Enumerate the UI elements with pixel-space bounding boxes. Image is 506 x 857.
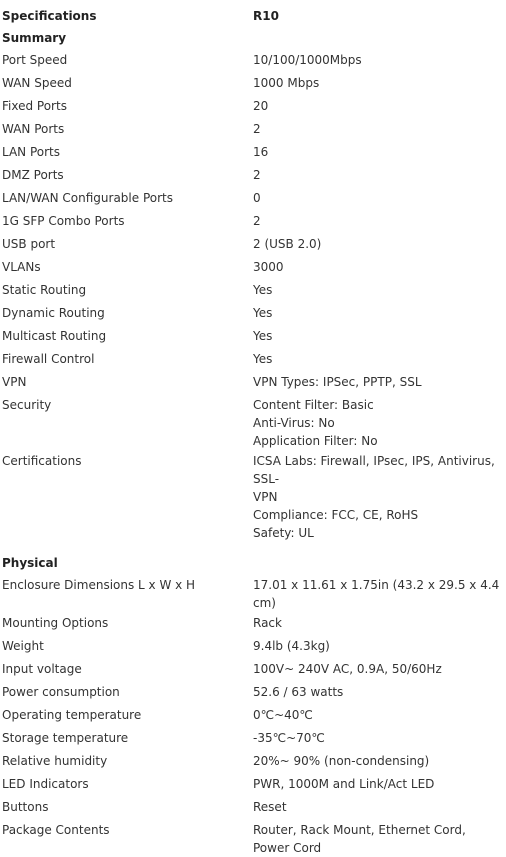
spec-value-line: Yes: [253, 283, 273, 297]
spec-label: Power consumption: [2, 685, 120, 699]
spec-label: DMZ Ports: [2, 168, 64, 182]
spec-value: [253, 325, 506, 345]
spec-label: Relative humidity: [2, 754, 108, 768]
spec-value-line: 20: [253, 99, 269, 113]
summary-rows: [0, 49, 506, 542]
table-row: [0, 394, 506, 450]
spec-label: Fixed Ports: [2, 99, 67, 113]
table-row: [0, 348, 506, 371]
spec-value: [253, 302, 506, 322]
spec-value-line: Safety: UL: [253, 526, 314, 540]
spec-value-line: 20%~ 90% (non-condensing): [253, 754, 430, 768]
spec-value-line: 0: [253, 191, 261, 205]
spec-value: [253, 796, 506, 816]
spec-value-line: VPN: [253, 490, 278, 504]
spec-value: [253, 450, 506, 542]
table-row: [0, 118, 506, 141]
spec-label: LAN Ports: [2, 145, 61, 159]
spec-value-line: 17.01 x 11.61 x 1.75in (43.2 x 29.5 x 4.4 cm): [253, 578, 500, 610]
spec-value-line: 3000: [253, 260, 284, 274]
table-row: [0, 49, 506, 72]
spec-value: [253, 72, 506, 92]
spec-value-line: 1000 Mbps: [253, 76, 320, 90]
table-row: [0, 95, 506, 118]
spec-value: [253, 348, 506, 368]
spec-value-line: 2 (USB 2.0): [253, 237, 322, 251]
table-row: [0, 681, 506, 704]
spec-label: VLANs: [2, 260, 41, 274]
spec-label: Mounting Options: [2, 616, 109, 630]
spec-value-line: Reset: [253, 800, 287, 814]
spec-label: Dynamic Routing: [2, 306, 105, 320]
spec-value: [253, 727, 506, 747]
spec-label: WAN Ports: [2, 122, 65, 136]
table-row: [0, 164, 506, 187]
table-row: [0, 72, 506, 95]
section-title-summary: Summary: [2, 31, 67, 45]
table-row: [0, 635, 506, 658]
spec-value: [253, 256, 506, 276]
specifications-table: [0, 5, 506, 857]
spec-value-line: Yes: [253, 306, 273, 320]
spec-value-line: Application Filter: No: [253, 434, 378, 448]
spec-label: Weight: [2, 639, 44, 653]
spec-value: [253, 164, 506, 184]
spec-value-line: VPN Types: IPSec, PPTP, SSL: [253, 375, 422, 389]
spec-value: [253, 704, 506, 724]
spec-label: Static Routing: [2, 283, 87, 297]
spec-value: [253, 95, 506, 115]
spec-label: WAN Speed: [2, 76, 72, 90]
spec-value: [253, 658, 506, 678]
table-row: [0, 141, 506, 164]
spec-value-line: 2: [253, 168, 261, 182]
spec-value-line: 2: [253, 122, 261, 136]
spec-label: Operating temperature: [2, 708, 142, 722]
table-row: [0, 612, 506, 635]
header-specifications: Specifications: [2, 9, 97, 23]
spec-value-line: 100V~ 240V AC, 0.9A, 50/60Hz: [253, 662, 442, 676]
spec-value-line: 16: [253, 145, 269, 159]
spec-value-line: Content Filter: Basic: [253, 398, 374, 412]
table-row: [0, 302, 506, 325]
spec-label: USB port: [2, 237, 56, 251]
spec-value: [253, 681, 506, 701]
spec-label: Multicast Routing: [2, 329, 107, 343]
table-row: [0, 450, 506, 542]
table-row: [0, 371, 506, 394]
spec-value: [253, 233, 506, 253]
spec-label: Package Contents: [2, 823, 110, 837]
spec-value-line: Anti-Virus: No: [253, 416, 335, 430]
section-gap: [0, 542, 506, 552]
spec-value: [253, 819, 506, 857]
table-row: [0, 704, 506, 727]
spec-value: [253, 574, 506, 612]
table-row: [0, 796, 506, 819]
section-title-physical: Physical: [2, 556, 58, 570]
table-row: [0, 279, 506, 302]
spec-label: VPN: [2, 375, 27, 389]
spec-value-line: Yes: [253, 352, 273, 366]
spec-label: LAN/WAN Configurable Ports: [2, 191, 173, 205]
spec-value-line: Compliance: FCC, CE, RoHS: [253, 508, 419, 522]
spec-label: Firewall Control: [2, 352, 95, 366]
spec-label: Buttons: [2, 800, 49, 814]
spec-value: [253, 279, 506, 299]
table-row: [0, 750, 506, 773]
spec-value: [253, 141, 506, 161]
spec-value-line: 10/100/1000Mbps: [253, 53, 362, 67]
physical-rows: [0, 574, 506, 857]
spec-value: [253, 187, 506, 207]
spec-value: [253, 612, 506, 632]
spec-value-line: 52.6 / 63 watts: [253, 685, 344, 699]
spec-value-line: ICSA Labs: Firewall, IPsec, IPS, Antivirus, SSL-: [253, 454, 495, 486]
spec-value-line: -35℃~70℃: [253, 731, 325, 745]
spec-value: [253, 394, 506, 450]
spec-label: Security: [2, 398, 52, 412]
table-row: [0, 233, 506, 256]
spec-label: 1G SFP Combo Ports: [2, 214, 125, 228]
spec-label: Storage temperature: [2, 731, 129, 745]
spec-label: Port Speed: [2, 53, 68, 67]
header-model: R10: [253, 9, 279, 23]
spec-value: [253, 118, 506, 138]
spec-value-line: PWR, 1000M and Link/Act LED: [253, 777, 435, 791]
table-row: [0, 210, 506, 233]
spec-value-line: Router, Rack Mount, Ethernet Cord, Power Cord: [253, 823, 466, 855]
spec-label: Input voltage: [2, 662, 82, 676]
spec-label: Certifications: [2, 454, 82, 468]
table-row: [0, 256, 506, 279]
spec-label: LED Indicators: [2, 777, 89, 791]
spec-value-line: 0℃~40℃: [253, 708, 313, 722]
table-row: [0, 727, 506, 750]
spec-label: Enclosure Dimensions L x W x H: [2, 578, 196, 592]
spec-value: [253, 210, 506, 230]
spec-value: [253, 371, 506, 391]
spec-value: [253, 49, 506, 69]
table-row: [0, 325, 506, 348]
spec-value: [253, 773, 506, 793]
spec-value-line: 9.4lb (4.3kg): [253, 639, 330, 653]
spec-value: [253, 750, 506, 770]
spec-value-line: 2: [253, 214, 261, 228]
spec-value-line: Rack: [253, 616, 282, 630]
table-header: [0, 5, 506, 27]
table-row: [0, 574, 506, 612]
table-row: [0, 773, 506, 796]
table-row: [0, 819, 506, 857]
spec-value-line: Yes: [253, 329, 273, 343]
table-row: [0, 187, 506, 210]
spec-value: [253, 635, 506, 655]
table-row: [0, 658, 506, 681]
